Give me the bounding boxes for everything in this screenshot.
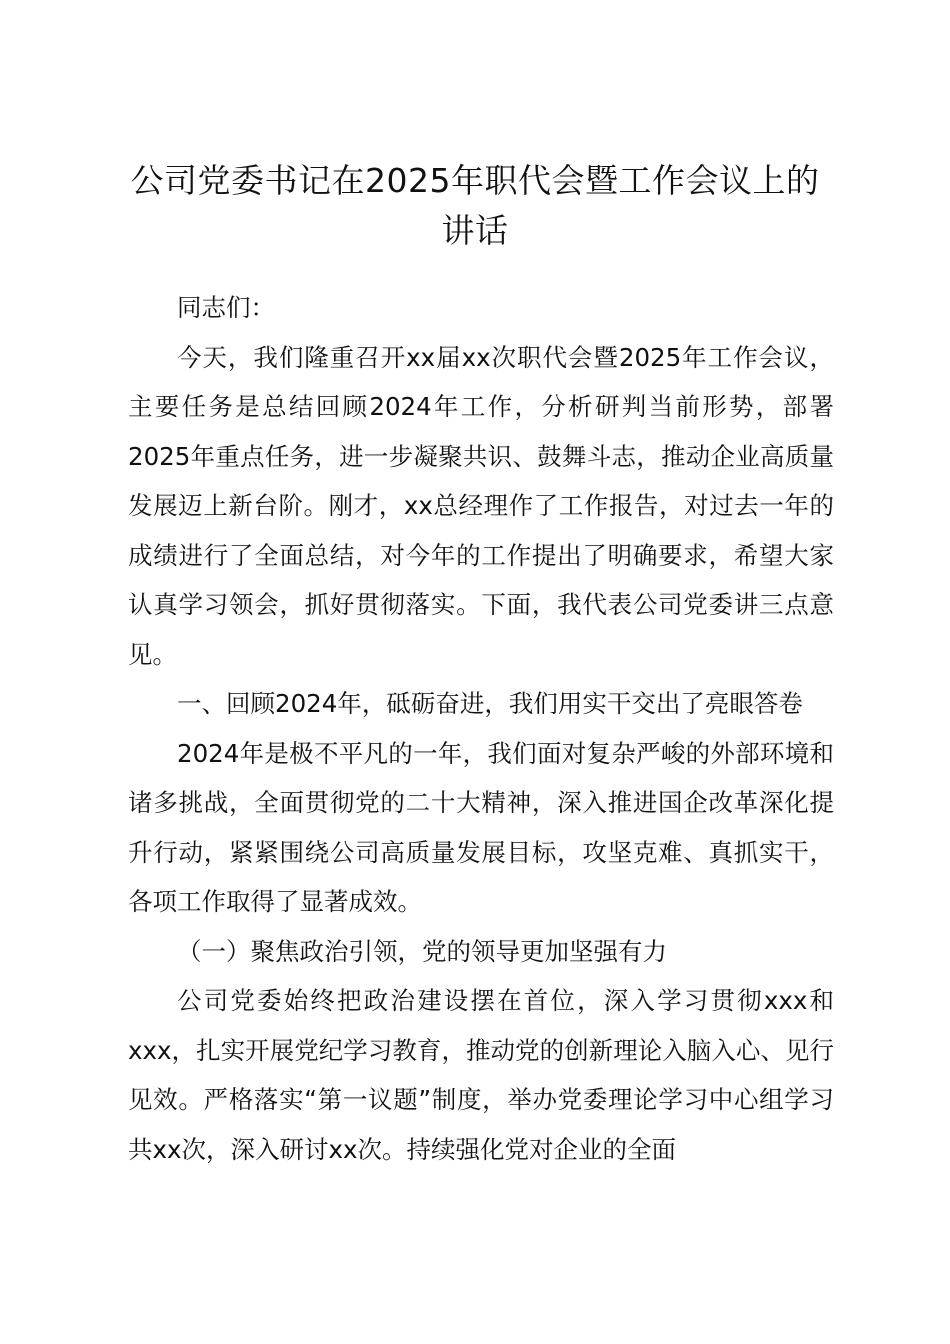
subsection-1-paragraph: 公司党委始终把政治建设摆在首位，深入学习贯彻xxx和xxx，扎实开展党纪学习教育，推动党的创新理论入脑入心、见行见效。严格落实“第一议题”制度，举办党委理论学习中心组学习共xx次，深入研讨xx次。持续强化党对企业的全面 bbox=[128, 986, 834, 1164]
salutation: 同志们： bbox=[177, 293, 275, 322]
subsection-heading-1: （一）聚焦政治引领，党的领导更加坚强有力 bbox=[177, 936, 667, 966]
section-heading-1: 一、回顾2024年，砥砺奋进，我们用实干交出了亮眼答卷 bbox=[177, 689, 803, 718]
document-title: 公司党委书记在2025年职代会暨工作会议上的讲话 bbox=[130, 161, 820, 250]
document-body bbox=[128, 283, 834, 1174]
section-1-paragraph: 2024年是极不平凡的一年，我们面对复杂严峻的外部环境和诸多挑战，全面贯彻党的二十大精神，深入推进国企改革深化提升行动，紧紧围绕公司高质量发展目标，攻坚克难、真抓实干，各项工作取得了显著成效。 bbox=[128, 738, 834, 916]
opening-paragraph: 今天，我们隆重召开xx届xx次职代会暨2025年工作会议，主要任务是总结回顾2024年工作，分析研判当前形势，部署2025年重点任务，进一步凝聚共识、鼓舞斗志，推动企业高质量发展迈上新台阶。刚才，xx总经理作了工作报告，对过去一年的成绩进行了全面总结，对今年的工作提出了明确要求，希望大家认真学习领会，抓好贯彻落实。下面，我代表公司党委讲三点意见。 bbox=[128, 342, 834, 669]
